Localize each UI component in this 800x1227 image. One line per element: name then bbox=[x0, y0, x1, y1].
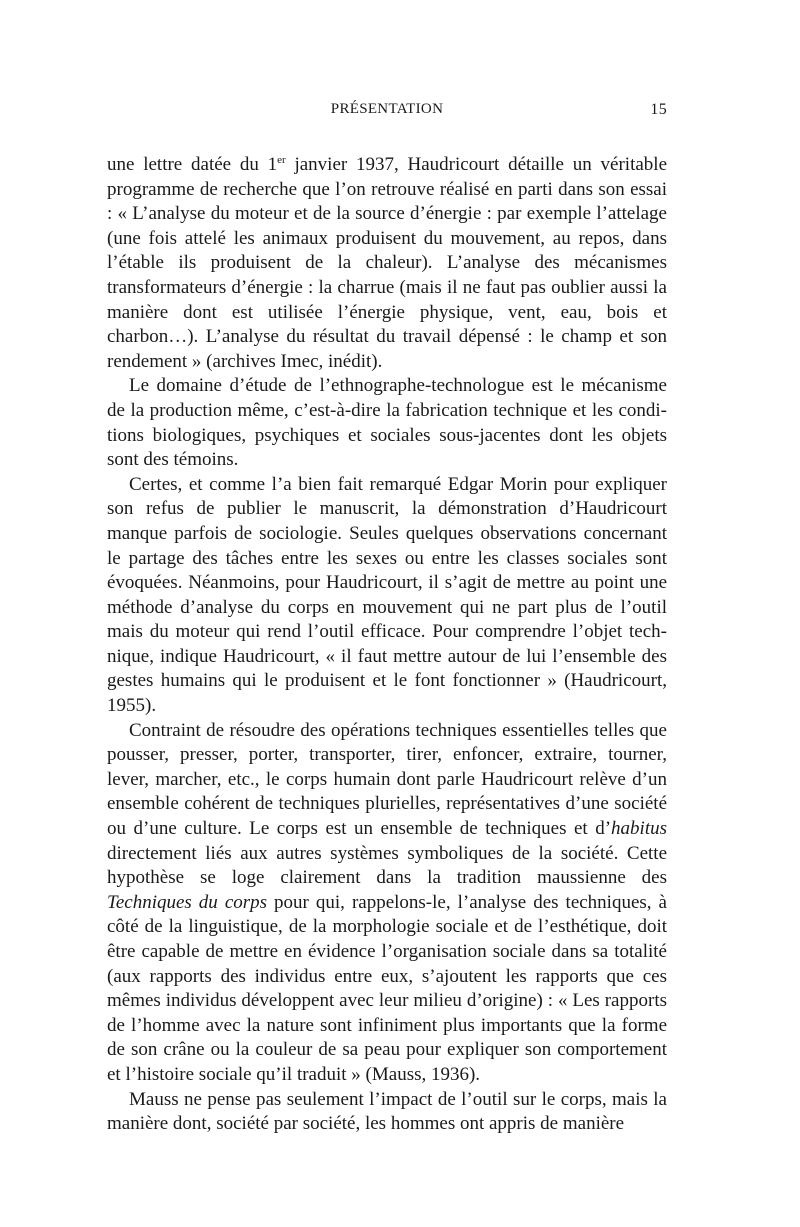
paragraph-1 bbox=[107, 153, 667, 374]
italic-book-title: Techniques du corps bbox=[107, 891, 268, 913]
paragraph-4 bbox=[107, 719, 667, 1088]
paragraph-1-text-a: une lettre datée du 1 bbox=[107, 154, 278, 175]
paragraph-2: Le domaine d’étude de l’ethnographe-technologue est le mécanisme de la production même, c’est-à-dire la fabrication technique et les conditions biologiques, psychiques et sociales sous-jacentes dont les objets sont des témoins. bbox=[107, 375, 667, 471]
italic-habitus: habitus bbox=[611, 818, 667, 840]
book-page bbox=[107, 0, 667, 1227]
body-text bbox=[107, 153, 667, 1137]
page-number: 15 bbox=[650, 101, 667, 118]
paragraph-5: Mauss ne pense pas seulement l’impact de l’outil sur le corps, mais la manière dont, société par société, les hommes ont appris de manière bbox=[107, 1088, 667, 1135]
running-head-title: PRÉSENTATION bbox=[330, 101, 444, 117]
paragraph-4-text-b: directement liés aux autres systèmes symboliques de la société. Cette hypothèse se loge clairement dans la tradition maussienne des bbox=[107, 842, 667, 889]
paragraph-4-text-a: Contraint de résoudre des opérations techniques essentielles telles que pousser, presser, porter, transporter, tirer, enfoncer, extraire, tourner, lever, marcher, etc., le corps humain dont parle Haudricourt relève d’un ensemble cohérent de techniques plurielles, représentatives d’une société ou d’une culture. Le corps est un ensemble de techniques et d’ bbox=[107, 719, 667, 840]
paragraph-4-text-c: pour qui, rappelons-le, l’analyse des techniques, à côté de la linguistique, de la morphologie sociale et de l’esthétique, doit être capable de mettre en évidence l’organisation sociale dans sa totalité (aux rapports des individus entre eux, s’ajoutent les rapports que ces mêmes individus développent avec leur milieu d’origine) : « Les rapports de l’homme avec la nature sont infiniment plus importants que la forme de son crâne ou la couleur de sa peau pour expliquer son comportement et l’histoire sociale qu’il traduit » (Mauss, 1936). bbox=[107, 891, 667, 1085]
paragraph-1-text-b: janvier 1937, Haudricourt détaille un véritable programme de recherche que l’on retrouve réalisé en parti dans son essai : « L’analyse du moteur et de la source d’énergie : par exemple l’attelage (une fois attelé les animaux produisent du mouvement, au repos, dans l’étable ils produisent de la chaleur). L’analyse des mécanismes transformateurs d’énergie : la charrue (mais il ne faut pas oublier aussi la manière dont est utilisée l’énergie physique, vent, eau, bois et charbon…). L’analyse du résultat du travail dépensé : le champ et son rendement » (archives Imec, inédit). bbox=[107, 154, 667, 372]
running-header bbox=[107, 101, 667, 121]
ordinal-superscript: er bbox=[277, 154, 286, 166]
paragraph-3: Certes, et comme l’a bien fait remarqué Edgar Morin pour expliquer son refus de publier le manuscrit, la démonstration d’Haudricourt manque parfois de sociologie. Seules quelques observations concernant le partage des tâches entre les sexes ou entre les classes sociales sont évoquées. Néanmoins, pour Haudricourt, il s’agit de mettre au point une méthode d’analyse du corps en mouvement qui ne part plus de l’outil mais du moteur qui rend l’outil efficace. Pour comprendre l’objet technique, indique Haudricourt, « il faut mettre autour de lui l’ensemble des gestes humains qui le produisent et le font fonctionner » (Haudricourt, 1955). bbox=[107, 473, 667, 717]
